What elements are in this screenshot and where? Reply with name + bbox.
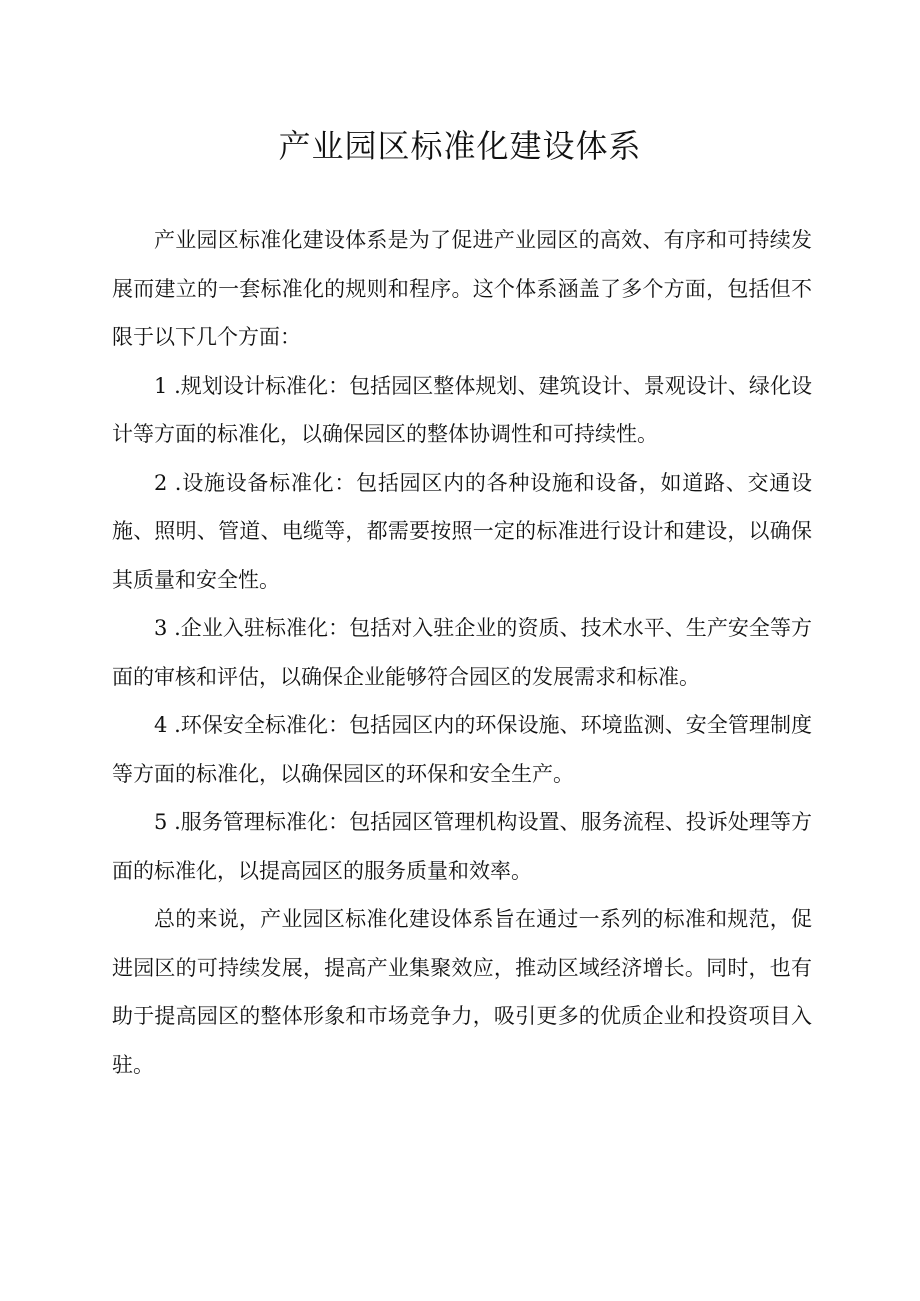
list-item-planning-design: 1 .规划设计标准化：包括园区整体规划、建筑设计、景观设计、绿化设计等方面的标准化，以确保园区的整体协调性和可持续性。 [112, 373, 812, 446]
list-item-enterprise-entry: 3 .企业入驻标准化：包括对入驻企业的资质、技术水平、生产安全等方面的审核和评估，以确保企业能够符合园区的发展需求和标准。 [112, 616, 812, 689]
intro-paragraph: 产业园区标准化建设体系是为了促进产业园区的高效、有序和可持续发展而建立的一套标准化的规则和程序。这个体系涵盖了多个方面，包括但不限于以下几个方面： [112, 228, 812, 349]
conclusion-paragraph: 总的来说，产业园区标准化建设体系旨在通过一系列的标准和规范，促进园区的可持续发展，提高产业集聚效应，推动区域经济增长。同时，也有助于提高园区的整体形象和市场竞争力，吸引更多的优质企业和投资项目入驻。 [112, 907, 812, 1077]
document-title: 产业园区标准化建设体系 [278, 127, 642, 165]
list-item-environment-safety: 4 .环保安全标准化：包括园区内的环保设施、环境监测、安全管理制度等方面的标准化，以确保园区的环保和安全生产。 [112, 713, 812, 786]
list-item-service-management: 5 .服务管理标准化：包括园区管理机构设置、服务流程、投诉处理等方面的标准化，以提高园区的服务质量和效率。 [112, 810, 812, 883]
list-item-facilities-equipment: 2 .设施设备标准化：包括园区内的各种设施和设备，如道路、交通设施、照明、管道、电缆等，都需要按照一定的标准进行设计和建设，以确保其质量和安全性。 [112, 470, 812, 592]
document-body [112, 216, 812, 1089]
